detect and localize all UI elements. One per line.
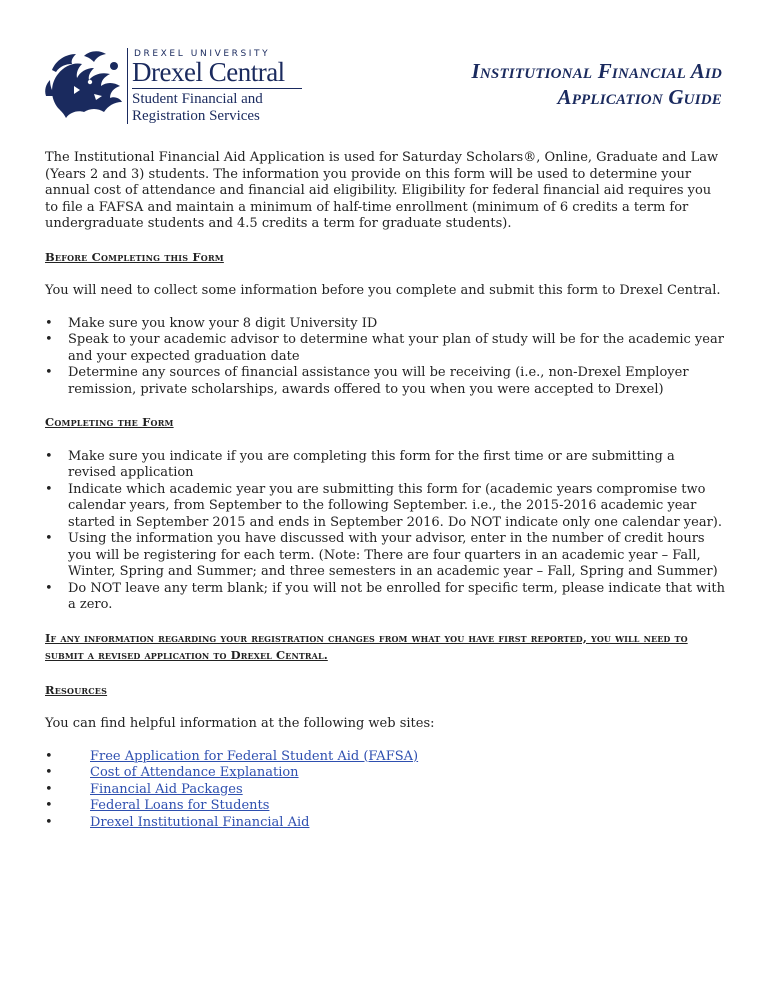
list-item-text: Make sure you indicate if you are completing this form for the first time or are submitting a revised application: [68, 448, 675, 480]
resources-links: [45, 749, 725, 832]
guide-title-line-1: Institutional Financial Aid: [471, 59, 722, 83]
list-item-text: Indicate which academic year you are submitting this form for (academic years compromise two calendar years, from September to the following September. i.e., the 2015-2016 academic year started in September 2015 and ends in September 2016. Do NOT indicate only one calendar year).: [68, 481, 722, 530]
before-list: [45, 316, 725, 399]
bullet: •: [45, 765, 53, 780]
guide-title: [472, 58, 723, 110]
completing-heading: Completing the Form: [45, 415, 174, 429]
bullet: •: [45, 365, 53, 380]
bullet: •: [45, 531, 53, 546]
list-item-text: Do NOT leave any term blank; if you will not be enrolled for specific term, please indicate that with a zero.: [68, 580, 725, 612]
bullet: •: [45, 748, 53, 764]
dragon-icon: [44, 46, 126, 124]
list-item: [45, 482, 725, 532]
bullet: •: [45, 580, 53, 596]
list-item-text: Make sure you know your 8 digit University ID: [68, 315, 378, 331]
before-text: You will need to collect some information before you complete and submit this form to Drexel Central.: [45, 283, 721, 298]
list-item: [45, 798, 725, 815]
link-fafsa[interactable]: Free Application for Federal Student Aid (FAFSA): [90, 748, 419, 764]
list-item: [45, 449, 725, 482]
intro-paragraph: The Institutional Financial Aid Application is used for Saturday Scholars®, Online, Graduate and Law (Years 2 and 3) students. The information you provide on this form will be used to determine your annual cost of attendance and financial aid eligibility. Eligibility for federal financial aid requires you to file a FAFSA and maintain a minimum of half-time enrollment (minimum of 6 credits a term for undergraduate students and 4.5 credits a term for graduate students).: [45, 150, 719, 231]
list-item: [45, 782, 725, 799]
list-item: [45, 581, 725, 614]
link-cost-of-attendance[interactable]: Cost of Attendance Explanation: [90, 765, 299, 780]
revision-notice: If any information regarding your registration changes from what you have first reported, you will need to submit a revised application to Drexel Central.: [45, 630, 688, 662]
bullet: •: [45, 315, 53, 331]
list-item: [45, 531, 725, 581]
list-item-text: Determine any sources of financial assistance you will be receiving (i.e., non-Drexel Employer remission, private scholarships, awards offered to you when you were accepted to Drexel): [68, 365, 689, 397]
list-item-text: Speak to your academic advisor to determine what your plan of study will be for the academic year and your expected graduation date: [68, 332, 724, 364]
logo-divider: [127, 48, 128, 124]
link-federal-loans[interactable]: Federal Loans for Students: [90, 798, 270, 813]
drexel-central-logo: [44, 46, 314, 126]
logo-subtitle-line-2: Registration Services: [132, 108, 260, 124]
logo-university-text: DREXEL UNIVERSITY: [134, 49, 271, 59]
list-item: [45, 332, 725, 365]
list-item: [45, 815, 725, 832]
logo-title: Drexel Central: [132, 57, 285, 87]
before-heading: Before Completing this Form: [45, 249, 224, 264]
resources-text: You can find helpful information at the following web sites:: [45, 716, 435, 731]
completing-list: [45, 449, 725, 614]
bullet: •: [45, 814, 53, 830]
list-item: [45, 765, 725, 782]
bullet: •: [45, 781, 53, 797]
main-content: [45, 150, 725, 831]
logo-underline: [132, 88, 302, 89]
logo-subtitle-line-1: Student Financial and: [132, 91, 263, 107]
link-financial-aid-packages[interactable]: Financial Aid Packages: [90, 781, 243, 797]
resources-heading: Resources: [45, 682, 108, 697]
list-item: [45, 365, 725, 398]
list-item: [45, 749, 725, 766]
logo-subtitle: [132, 91, 332, 125]
guide-title-line-2: Application Guide: [557, 85, 722, 109]
bullet: •: [45, 332, 53, 347]
list-item-text: Using the information you have discussed with your advisor, enter in the number of credit hours you will be registering for each term. (Note: There are four quarters in an academic year – Fall, Winter, Spring and Summer; and three semesters in an academic year – Fall, Spring and Summer): [68, 531, 718, 579]
link-drexel-institutional-aid[interactable]: Drexel Institutional Financial Aid: [90, 814, 310, 830]
bullet: •: [45, 448, 53, 464]
list-item: [45, 316, 725, 333]
bullet: •: [45, 798, 53, 813]
bullet: •: [45, 481, 53, 497]
